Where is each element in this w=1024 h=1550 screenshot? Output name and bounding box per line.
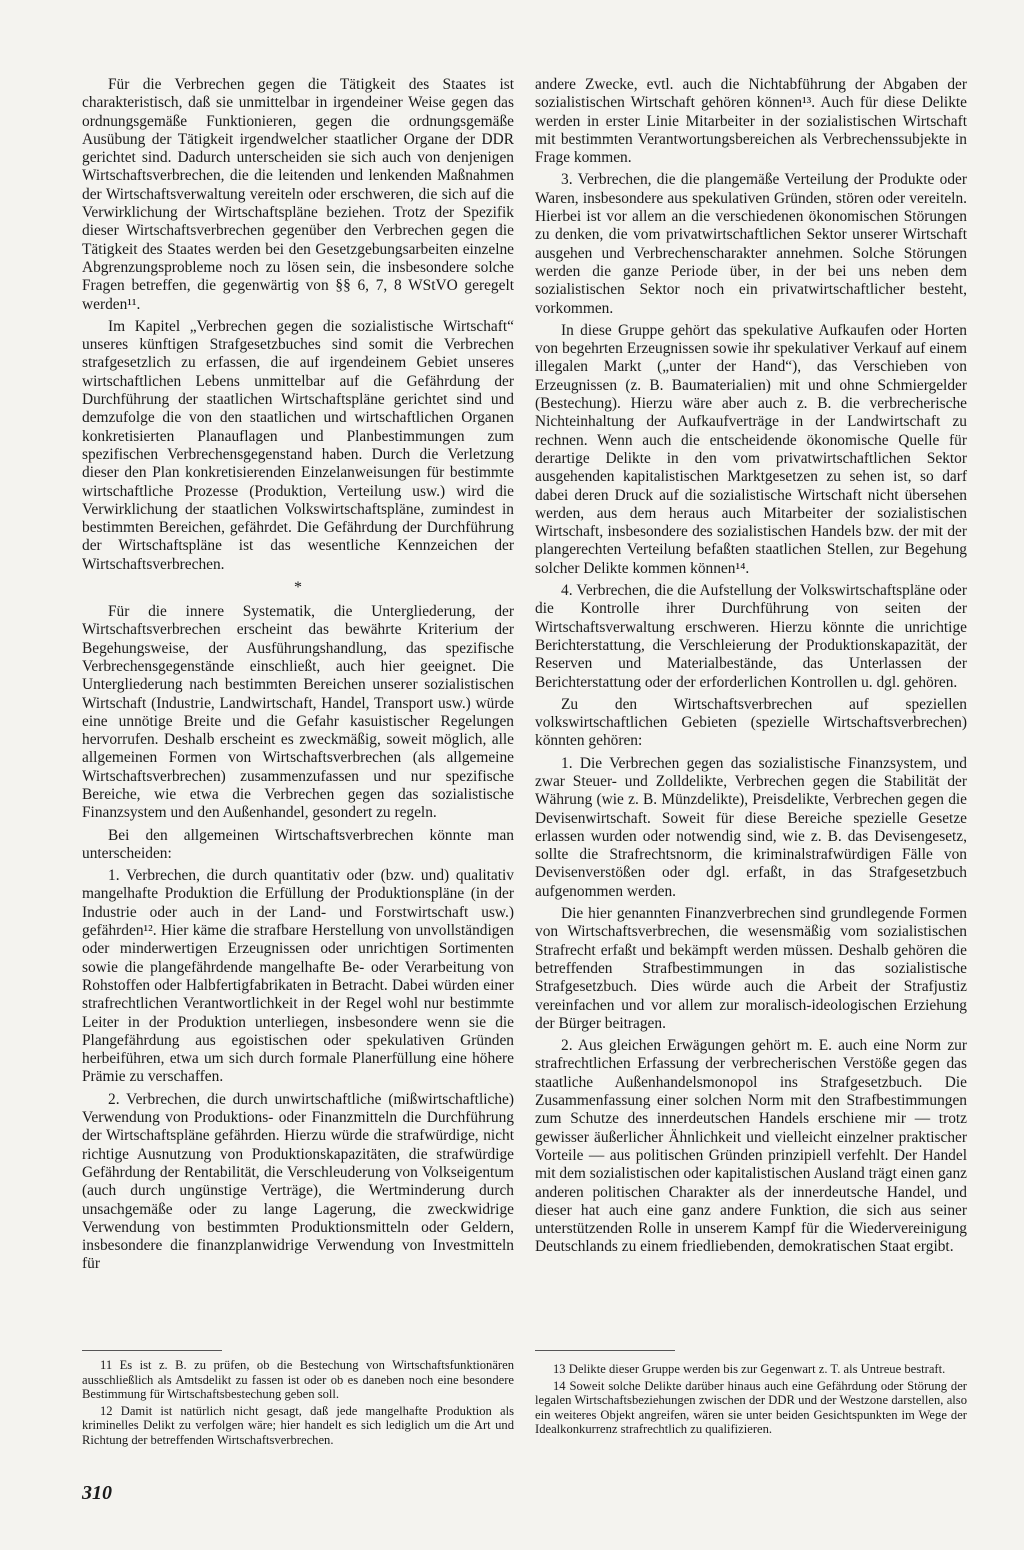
paragraph: Bei den allgemeinen Wirtschaftsverbrechen könnte man unterscheiden: [82, 826, 514, 862]
paragraph: 2. Verbrechen, die durch unwirtschaftliche (mißwirtschaftliche) Verwendung von Produktions- oder Finanzmitteln die Durchführung der Wirtschaftspläne gefährden. Hierzu würde die strafwürdige, nicht richtige Ausnutzung von Produktionskapazitäten, die strafwürdige Gefährdung der Rentabilität, die Verschleuderung von Volkseigentum (auch durch ungünstige Verträge), die Wertminderung durch unsachgemäße oder zu lange Lagerung, die zweckwidrige Verwendung von bestimmten Produktionsmitteln oder Geldern, insbesondere die finanzplanwidrige Verwendung von Investmitteln für [82, 1090, 514, 1273]
paragraph: Für die Verbrechen gegen die Tätigkeit des Staates ist charakteristisch, daß sie unmittelbar in irgendeiner Weise gegen das ordnungsgemäße Funktionieren, gegen die ordnungsgemäße Ausübung der Tätigkeit irgendwelcher staatlicher Organe der DDR gerichtet sind. Dadurch unterscheiden sie sich auch von denjenigen Wirtschaftsverbrechen, die die leitenden und lenkenden Maßnahmen der Wirtschaftsverwaltung vereiteln oder erschweren, die sich auf die Verwirklichung der Wirtschaftspläne beziehen. Trotz der Spezifik dieser Wirtschaftsverbrechen gegenüber den Verbrechen gegen die Tätigkeit des Staates werden bei den Gesetzgebungsarbeiten einzelne Abgrenzungsprobleme noch zu lösen sein, die insbesondere solche Fragen betreffen, die gegenwärtig von §§ 6, 7, 8 WStVO geregelt werden¹¹. [82, 76, 514, 313]
paragraph: Zu den Wirtschaftsverbrechen auf speziellen volkswirtschaftlichen Gebieten (spezielle Wirtschaftsverbrechen) könnten gehören: [535, 695, 967, 750]
footnote-divider [82, 1350, 222, 1351]
paragraph: 3. Verbrechen, die die plangemäße Verteilung der Produkte oder Waren, insbesondere aus spekulativen Gründen, stören oder vereiteln. Hierbei ist vor allem an die verschiedenen ökonomischen Störungen zu denken, die vom privatwirtschaftlichen Sektor unserer Wirtschaft ausgehen und Verbrechenscharakter annehmen. Solche Störungen werden die ganze Periode über, in der bei uns neben dem sozialistischen Sektor noch ein privatwirtschaftlicher besteht, vorkommen. [535, 171, 967, 317]
paragraph: Für die innere Systematik, die Untergliederung, der Wirtschaftsverbrechen erscheint das bewährte Kriterium der Begehungsweise, der Ausführungshandlung, das spezifische Verbrechensgegenstände einschließt, auch hier geeignet. Die Untergliederung nach bestimmten Bereichen unserer sozialistischen Wirtschaft (Industrie, Landwirtschaft, Handel, Transport usw.) würde eine unnötige Breite und die Gefahr kasuistischer Regelungen hervorrufen. Deshalb erscheint es zweckmäßig, soweit möglich, alle allgemeinen Formen von Wirtschaftsverbrechen (als allgemeine Wirtschaftsverbrechen) zusammenzufassen und nur spezifische Bereiche, wie etwa die Verbrechen gegen das sozialistische Finanzsystem und den Außenhandel, gesondert zu regeln. [82, 603, 514, 822]
footnote: 12 Damit ist natürlich nicht gesagt, daß jede mangelhafte Produktion als kriminelles Delikt zu verfolgen wäre; hier handelt es sich lediglich um die Art und Richtung der betreffenden Wirtschaftsverbrechen. [82, 1403, 514, 1447]
paragraph: Die hier genannten Finanzverbrechen sind grundlegende Formen von Wirtschaftsverbrechen, die wesensmäßig vom sozialistischen Strafrecht erfaßt und bekämpft werden müssen. Deshalb gehören die betreffenden Strafbestimmungen in das sozialistische Strafgesetzbuch. Dies würde auch die Arbeit der Strafjustiz vereinfachen und vor allem zur moralisch-ideologischen Erziehung der Bürger beitragen. [535, 905, 967, 1032]
paragraph: 4. Verbrechen, die die Aufstellung der Volkswirtschaftspläne oder die Kontrolle ihrer Durchführung von seiten der Wirtschaftsverwaltung erschweren. Hierzu könnte die unrichtige Berichterstattung, die Verschleierung der Produktionskapazität, der Reserven und Materialbestände, das Unterlassen der Berichterstattung oder der erforderlichen Kontrollen u. dgl. gehören. [535, 582, 967, 691]
paragraph: andere Zwecke, evtl. auch die Nichtabführung der Abgaben der sozialistischen Wirtschaft gehören können¹³. Auch für diese Delikte werden in erster Linie Mitarbeiter in der sozialistischen Wirtschaft mit bestimmten Verantwortungsbereichen als Verbrechenssubjekte in Frage kommen. [535, 76, 967, 167]
footnote: 14 Soweit solche Delikte darüber hinaus auch eine Gefährdung oder Störung der legalen Wirtschaftsbeziehungen zwischen der DDR und der Westzone darstellen, also ein weiteres Objekt angreifen, wären sie unter beiden Gesichtspunkten im Wege der Idealkonkurrenz strafrechtlich zu qualifizieren. [535, 1378, 967, 1437]
paragraph: 1. Die Verbrechen gegen das sozialistische Finanzsystem, und zwar Steuer- und Zolldelikte, Verbrechen gegen die Stabilität der Währung (wie z. B. Münzdelikte), Preisdelikte, Verbrechen gegen die Devisenwirtschaft. Soweit für diese Bereiche spezielle Gesetze erlassen wurden oder notwendig sind, wie z. B. das Devisengesetz, sollte die Strafrechtsnorm, die kriminalstrafwürdigen Fälle von Devisenverstößen oder dgl. erfaßt, in das Strafgesetzbuch aufgenommen werden. [535, 754, 967, 900]
right-column [535, 76, 967, 1261]
left-column [82, 76, 514, 1278]
paragraph: 2. Aus gleichen Erwägungen gehört m. E. auch eine Norm zur strafrechtlichen Erfassung der verbrecherischen Verstöße gegen das staatliche Außenhandelsmonopol ins Strafgesetzbuch. Die Zusammenfassung einer solchen Norm mit den Strafbestimmungen zum Schutze des innerdeutschen Handels erschiene mir — trotz gewisser äußerlicher Ähnlichkeit und vielleicht einzelner praktischer Vorteile — aus politischen Gründen prinzipiell verfehlt. Der Handel mit dem sozialistischen oder kapitalistischen Ausland trägt einen ganz anderen politischen Charakter als der innerdeutsche Handel, und dieser hat auch eine ganz andere Funktion, die sich aus seiner unterstützenden Rolle in unserem Kampf für die Wiedervereinigung Deutschlands zu einem friedliebenden, demokratischen Staat ergibt. [535, 1037, 967, 1256]
paragraph: Im Kapitel „Verbrechen gegen die sozialistische Wirtschaft“ unseres künftigen Strafgesetzbuches sind somit die Verbrechen strafgesetzlich zu erfassen, die auf irgendeinem Gebiet unseres wirtschaftlichen Lebens unmittelbar auf die Gefährdung der Durchführung der staatlichen Wirtschaftspläne gerichtet sind und demzufolge die von den staatlichen und wirtschaftlichen Organen konkretisierten Planauflagen und Planbestimmungen zum spezifischen Verbrechensgegenstand haben. Durch die Verletzung dieser den Plan konkretisierenden Einzelanweisungen für bestimmte wirtschaftliche Prozesse (Produktion, Verteilung usw.) wird die Verwirklichung der staatlichen Volkswirtschaftspläne, zumindest in bestimmten Bereichen, gefährdet. Die Gefährdung der Durchführung der Wirtschaftspläne ist das wesentliche Kennzeichen der Wirtschaftsverbrechen. [82, 317, 514, 573]
footnotes-right [535, 1362, 967, 1439]
paragraph: In diese Gruppe gehört das spekulative Aufkaufen oder Horten von begehrten Erzeugnissen sowie ihr spekulativer Verkauf auf einem illegalen Markt („unter der Hand“), das Verschieben von Erzeugnissen (z. B. Baumaterialien) mit und ohne Schmiergelder (Bestechung). Hierzu wäre aber auch z. B. die verbrecherische Nichteinhaltung der Aufkaufverträge in der Landwirtschaft zu rechnen. Wenn auch die entscheidende ökonomische Quelle für derartige Delikte in den vom privatwirtschaftlichen Sektor ausgehenden kapitalistischen Marktgesetzen zu sehen ist, so darf dabei deren Druck auf die sozialistische Wirtschaft nicht übersehen werden, aus dem heraus auch Mitarbeiter der sozialistischen Wirtschaft, insbesondere des sozialistischen Handels bzw. der mit der plangerechten Verteilung befaßten staatlichen Stellen, zur Begehung solcher Delikte kommen können¹⁴. [535, 321, 967, 577]
page-number: 310 [82, 1482, 112, 1504]
footnotes-left [82, 1358, 514, 1450]
section-separator: * [294, 579, 302, 597]
footnote-divider [535, 1350, 675, 1351]
footnote: 13 Delikte dieser Gruppe werden bis zur Gegenwart z. T. als Untreue bestraft. [553, 1362, 946, 1376]
footnote: 11 Es ist z. B. zu prüfen, ob die Bestechung von Wirtschaftsfunktionären ausschließlich als Amtsdelikt zu fassen ist oder ob es daneben noch eine besondere Bestimmung für Wirtschaftsbestechung geben soll. [82, 1358, 514, 1402]
paragraph: 1. Verbrechen, die durch quantitativ oder (bzw. und) qualitativ mangelhafte Produktion die Erfüllung der Produktionspläne (in der Industrie oder auch in der Land- und Forstwirtschaft usw.) gefährden¹². Hier käme die strafbare Herstellung von unvollständigen oder minderwertigen Erzeugnissen oder unrichtigen Sortimenten sowie die plangefährdende mangelhafte Be- oder Verarbeitung von Rohstoffen oder Halbfertigfabrikaten in Betracht. Dabei würden einer strafrechtlichen Verantwortlichkeit in der Regel wohl nur bestimmte Leiter in der Produktion unterliegen, insbesondere wenn sie die Plangefährdung aus egoistischen oder spekulativen Gründen herbeiführen, etwa um sich durch formale Planerfüllung eine höhere Prämie zu verschaffen. [82, 867, 514, 1086]
